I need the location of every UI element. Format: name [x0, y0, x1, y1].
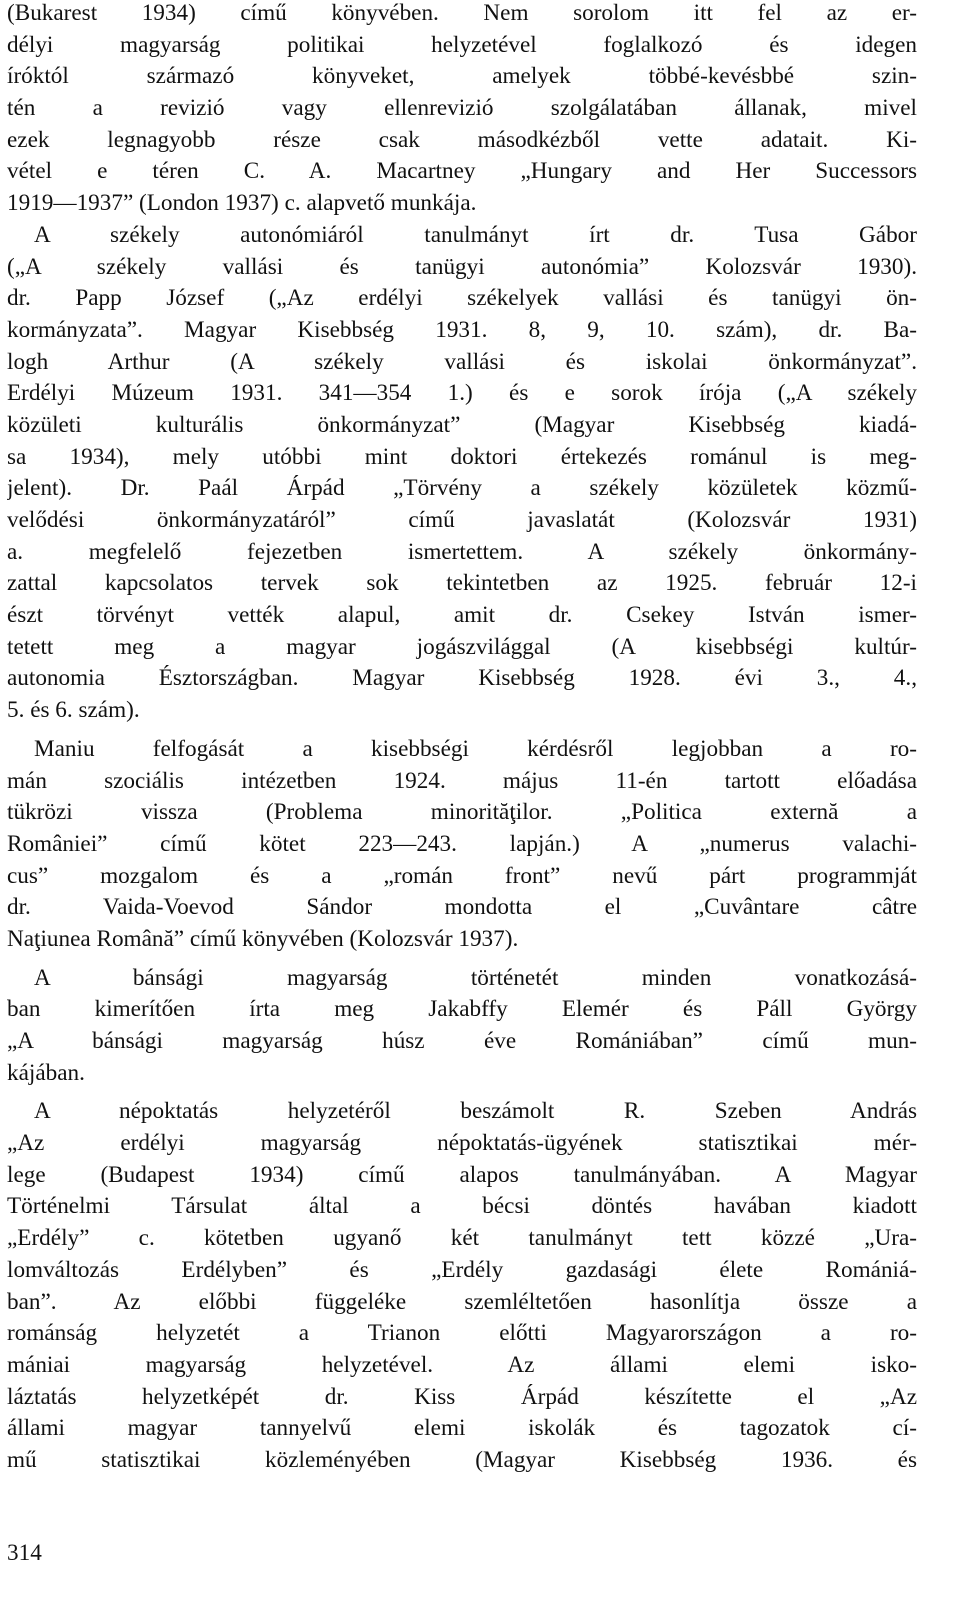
text-line: mán szociális intézetben 1924. május 11-én tartott előadása: [7, 767, 917, 794]
text-line: (Bukarest 1934) című könyvében. Nem sorolom itt fel az er-: [7, 0, 917, 26]
text-line: zattal kapcsolatos tervek sok tekintetben az 1925. február 12-i: [7, 570, 917, 597]
text-line: mániai magyarság helyzetével. Az állami elemi isko-: [7, 1351, 917, 1378]
text-line: ezek legnagyobb része csak másodkézből vette adatait. Ki-: [7, 126, 917, 153]
text-line: vétel e téren C. A. Macartney „Hungary and Her Successors: [7, 158, 917, 185]
paragraph: [7, 734, 917, 956]
text-line: sa 1934), mely utóbbi mint doktori értekezés románul is meg-: [7, 443, 917, 470]
text-line: közületi kulturális önkormányzat” (Magyar Kisebbség kiadá-: [7, 411, 917, 438]
text-line: velődési önkormányzatáról” című javaslatát (Kolozsvár 1931): [7, 507, 917, 533]
text-line: României” című kötet 223—243. lapján.) A „numerus valachi-: [7, 830, 917, 857]
paragraph: [7, 963, 917, 1090]
text-line: dr. Papp József („Az erdélyi székelyek vallási és tanügyi ön-: [7, 285, 917, 312]
text-line: ban kimerítően írta meg Jakabffy Elemér és Páll György: [7, 996, 917, 1023]
text-line: cus” mozgalom és a „román front” nevű párt programmját: [7, 862, 917, 889]
text-line: románság helyzetét a Trianon előtti Magyarországon a ro-: [7, 1320, 917, 1347]
text-line: állami magyar tannyelvű elemi iskolák és tagozatok cí-: [7, 1415, 917, 1442]
text-line: („A székely vallási és tanügyi autonómia” Kolozsvár 1930).: [7, 253, 917, 280]
text-line: észt törvényt vették alapul, amit dr. Csekey István ismer-: [7, 602, 917, 629]
text-line: láztatás helyzetképét dr. Kiss Árpád készítette el „Az: [7, 1383, 917, 1410]
paragraph: [7, 1096, 917, 1476]
text-line: Erdélyi Múzeum 1931. 341—354 1.) és e sorok írója („A székely: [7, 380, 917, 407]
text-line: „Erdély” c. kötetben ugyanő két tanulmányt tett közzé „Ura-: [7, 1225, 917, 1252]
text-line: Maniu felfogását a kisebbségi kérdésről legjobban a ro-: [34, 735, 917, 762]
text-line: mű statisztikai közleményében (Magyar Kisebbség 1936. és: [7, 1446, 917, 1473]
text-line: autonomia Észtországban. Magyar Kisebbség 1928. évi 3., 4.,: [7, 665, 917, 692]
text-line: Naţiunea Română” című könyvében (Kolozsvár 1937).: [7, 925, 519, 952]
text-line: lege (Budapest 1934) című alapos tanulmányában. A Magyar: [7, 1161, 917, 1188]
text-line: lomváltozás Erdélyben” és „Erdély gazdasági élete Romániá-: [7, 1256, 917, 1283]
text-line: 1919—1937” (London 1937) c. alapvető munkája.: [7, 190, 477, 217]
text-line: íróktól származó könyveket, amelyek többé-kevésbbé szin-: [7, 63, 917, 90]
paragraph: [7, 0, 917, 220]
text-line: tetett meg a magyar jogászvilággal (A kisebbségi kultúr-: [7, 633, 917, 660]
text-line: tén a revizió vagy ellenrevizió szolgálatában állanak, mivel: [7, 95, 917, 122]
text-line: a. megfelelő fejezetben ismertettem. A székely önkormány-: [7, 538, 917, 565]
body-text: [7, 0, 917, 1477]
text-line: „Az erdélyi magyarság népoktatás-ügyének statisztikai mér-: [7, 1130, 917, 1157]
text-line: kormányzata”. Magyar Kisebbség 1931. 8, 9, 10. szám), dr. Ba-: [7, 316, 917, 343]
text-line: A népoktatás helyzetéről beszámolt R. Szeben András: [34, 1098, 917, 1125]
text-line: délyi magyarság politikai helyzetével foglalkozó és idegen: [7, 31, 917, 58]
text-line: kájában.: [7, 1059, 85, 1086]
text-line: ban”. Az előbbi függeléke szemléltetően hasonlítja össze a: [7, 1288, 917, 1315]
text-line: tükrözi vissza (Problema minorităţilor. „Politica externă a: [7, 799, 917, 826]
text-line: logh Arthur (A székely vallási és iskolai önkormányzat”.: [7, 348, 917, 375]
page-number: 314: [7, 1540, 42, 1566]
text-line: „A bánsági magyarság húsz éve Romániában” című mun-: [7, 1028, 917, 1054]
text-line: A székely autonómiáról tanulmányt írt dr. Tusa Gábor: [34, 221, 917, 248]
text-line: jelent). Dr. Paál Árpád „Törvény a székely közületek közmű-: [7, 475, 917, 502]
text-line: 5. és 6. szám).: [7, 697, 140, 724]
text-line: A bánsági magyarság történetét minden vonatkozásá-: [34, 964, 917, 991]
text-line: Történelmi Társulat által a bécsi döntés havában kiadott: [7, 1193, 917, 1220]
text-line: dr. Vaida-Voevod Sándor mondotta el „Cuvântare câtre: [7, 894, 917, 921]
paragraph: [7, 220, 917, 727]
